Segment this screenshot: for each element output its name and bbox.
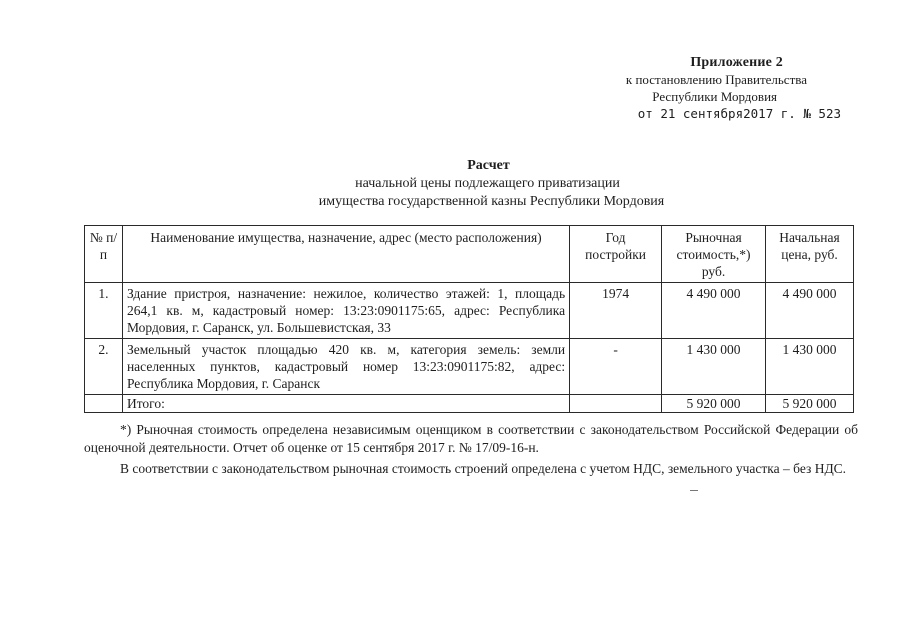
heading-title: Расчет [467,158,510,173]
heading-subtitle-line: имущества государственной казны Республики Мордовия [318,194,665,209]
annex-date-month: сентября [682,106,744,121]
table-row [85,339,854,395]
vat-note-text: В соответствии с законодательством рыночная стоимость строений определена с учетом НДС, земельного участка – без НДС. [120,461,847,476]
annex-doc-number: 523 [818,106,841,121]
annex-government-line: Республики Мордовия [652,89,777,104]
header-market-value: Рыночная стоимость,*) руб. [662,226,766,283]
row-property-name: Земельный участок площадью 420 кв. м, категория земель: земли населенных пунктов, кадастровый номер 13:23:0901175:82, адрес: Республика Мордовия, г. Саранск [122,339,569,395]
annex-number-sign: № [803,106,811,121]
annex-block [585,54,845,122]
heading-subtitle-line: начальной цены подлежащего приватизации [355,176,620,191]
annex-date-prefix: от [637,106,653,121]
row-number: 2. [85,339,123,395]
annex-year-suffix: г. [780,106,796,121]
price-calculation-table [84,225,854,413]
table-header-row [85,226,854,283]
annex-resolution-line: к постановлению Правительства [625,72,807,87]
header-no: № п/п [85,226,123,283]
total-initial-price: 5 920 000 [766,395,854,413]
row-initial-price: 4 490 000 [766,283,854,339]
row-initial-price: 1 430 000 [766,339,854,395]
scan-artifact [690,490,698,491]
total-label: Итого: [122,395,569,413]
row-build-year: - [570,339,662,395]
row-market-value: 1 430 000 [662,339,766,395]
annex-date-number-line [585,105,845,122]
total-market-value: 5 920 000 [662,395,766,413]
header-name: Наименование имущества, назначение, адрес (место расположения) [122,226,569,283]
annex-title: Приложение 2 [690,55,783,70]
row-build-year: 1974 [570,283,662,339]
row-property-name: Здание пристроя, назначение: нежилое, количество этажей: 1, площадь 264,1 кв. м, кадастровый номер: 13:23:0901175:65, адрес: Республика Мордовия, г. Саранск, ул. Большевистская, 33 [122,283,569,339]
footnote-text: *) Рыночная стоимость определена независимым оценщиком в соответствии с законодательством Российской Федерации об оценочной деятельности. Отчет об оценке от 15 сентября 2017 г. № 17/09-16-н. [84,422,858,455]
annex-date-day: 21 [660,106,676,121]
row-number: 1. [85,283,123,339]
total-empty-cell [85,395,123,413]
notes-block [84,421,858,478]
annex-date-year: 2017 [743,106,774,121]
header-initial-price: Начальная цена, руб. [766,226,854,283]
row-market-value: 4 490 000 [662,283,766,339]
table-total-row [85,395,854,413]
document-heading [0,157,905,211]
table-row [85,283,854,339]
header-year: Год постройки [570,226,662,283]
total-empty-cell [570,395,662,413]
